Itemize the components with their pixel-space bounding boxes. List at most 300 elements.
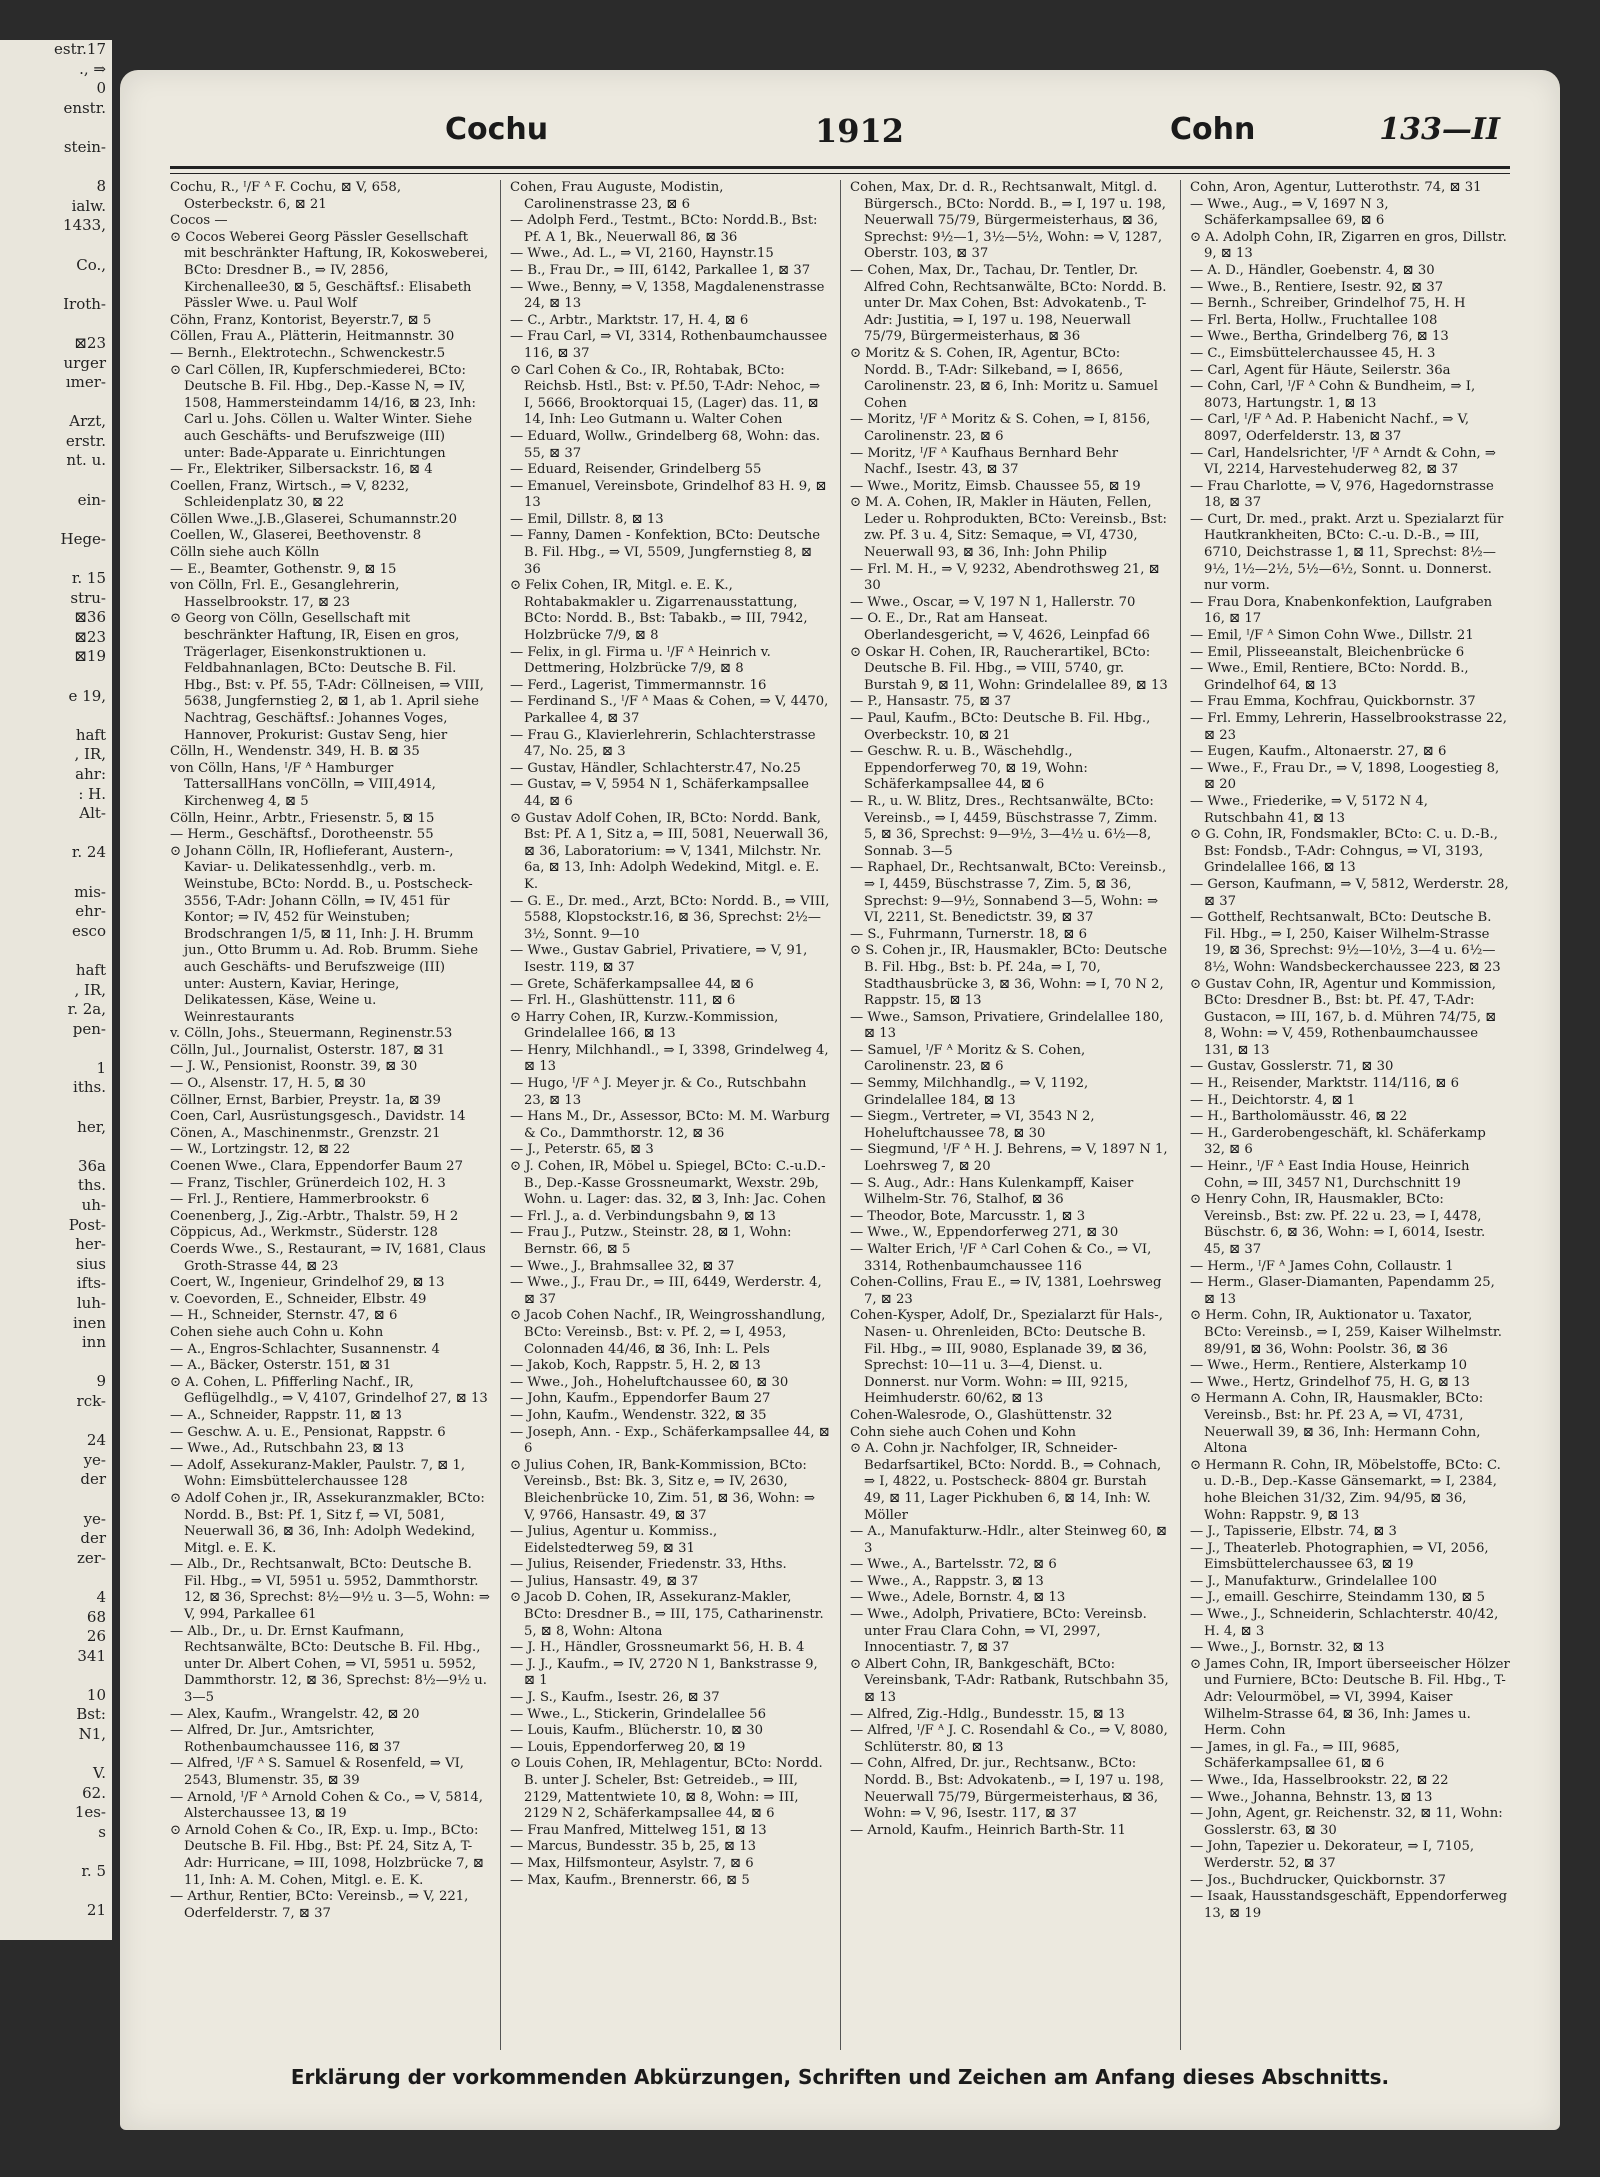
strip-line bbox=[0, 941, 112, 961]
directory-entry: — Wwe., Oscar, ⇒ V, 197 N 1, Hallerstr. 70 bbox=[850, 594, 1136, 610]
directory-entry: — John, Kaufm., Eppendorfer Baum 27 bbox=[510, 1391, 771, 1407]
directory-entry: Coert, W., Ingenieur, Grindelhof 29, ⊠ 13 bbox=[170, 1275, 445, 1291]
directory-entry: ⊙ James Cohn, IR, Import überseeischer Hölzer und Furniere, BCto: Deutsche B. Fil. Hbg., T-Adr: Velourmöbel, ⇒ VI, 3994, Kaiser Wilhelm-Strasse 64, ⊠ 36, Inh: James u. Herm. Cohn bbox=[1190, 1656, 1510, 1739]
directory-entry: — Moritz, ᴵ/F ᴬ Moritz & S. Cohen, ⇒ I, 8156, Carolinenstr. 23, ⊠ 6 bbox=[850, 412, 1151, 444]
strip-line: r. 5 bbox=[81, 1862, 106, 1881]
directory-entry: Coellen, W., Glaserei, Beethovenstr. 8 bbox=[170, 528, 422, 544]
directory-entry: — John, Agent, gr. Reichenstr. 32, ⊠ 11, Wohn: Gosslerstr. 63, ⊠ 30 bbox=[1190, 1806, 1503, 1838]
directory-entry: — J., Tapisserie, Elbstr. 74, ⊠ 3 bbox=[1190, 1524, 1397, 1540]
directory-entry: Cohn siehe auch Cohen und Kohn bbox=[850, 1424, 1076, 1440]
strip-line: 1433, bbox=[63, 216, 106, 235]
column-divider bbox=[500, 180, 501, 2050]
directory-entry: — W., Lortzingstr. 12, ⊠ 22 bbox=[170, 1142, 351, 1158]
directory-entry: ⊙ Hermann R. Cohn, IR, Möbelstoffe, BCto: C. u. D.-B., Dep.-Kasse Gänsemarkt, ⇒ I, 2384, hohe Bleichen 31/32, Zim. 94/95, ⊠ 36, Wohn: Rappstr. 9, ⊠ 13 bbox=[1190, 1457, 1501, 1523]
directory-entry: — Adolf, Assekuranz-Makler, Paulstr. 7, ⊠ 1, Wohn: Eimsbüttelerchaussee 128 bbox=[170, 1457, 466, 1490]
column-2 bbox=[510, 180, 830, 2050]
directory-entry: — Emil, Plisseeanstalt, Bleichenbrücke 6 bbox=[1190, 644, 1465, 660]
directory-entry: Coellen, Franz, Wirtsch., ⇒ V, 8232, Schleidenplatz 30, ⊠ 22 bbox=[170, 478, 410, 511]
directory-entry: — J. J., Kaufm., ⇒ IV, 2720 N 1, Bankstrasse 9, ⊠ 1 bbox=[510, 1656, 818, 1689]
directory-entry: — Wwe., Friederike, ⇒ V, 5172 N 4, Rutschbahn 41, ⊠ 13 bbox=[1190, 793, 1428, 826]
directory-entry: ⊙ Jacob D. Cohen, IR, Assekuranz-Makler, BCto: Dresdner B., ⇒ III, 175, Catharinenstr. 5, ⊠ 8, Wohn: Altona bbox=[510, 1590, 824, 1639]
directory-entry: ⊙ S. Cohen jr., IR, Hausmakler, BCto: Deutsche B. Fil. Hbg., Bst: b. Pf. 24a, ⇒ I, 70, Stadthausbrücke 3, ⊠ 36, Wohn: ⇒ I, 70 N 2, Rappstr. 15, ⊠ 13 bbox=[850, 943, 1168, 1009]
directory-entry: — Arthur, Rentier, BCto: Vereinsb., ⇒ V, 221, Oderfelderstr. 7, ⊠ 37 bbox=[170, 1889, 469, 1921]
strip-line: ialw. bbox=[71, 196, 106, 215]
strip-line: haft bbox=[75, 725, 106, 744]
directory-entry: — S. Aug., Adr.: Hans Kulenkampff, Kaiser Wilhelm-Str. 76, Stalhof, ⊠ 36 bbox=[850, 1175, 1134, 1208]
strip-line: ⊠23 bbox=[74, 333, 106, 352]
directory-entry: Cohen siehe auch Cohn u. Kohn bbox=[170, 1324, 384, 1340]
directory-entry: — Geschw. A. u. E., Pensionat, Rappstr. 6 bbox=[170, 1424, 446, 1440]
directory-entry: ⊙ Jacob Cohen Nachf., IR, Weingrosshandlung, BCto: Vereinsb., Bst: v. Pf. 2, ⇒ I, 4953, Colonnaden 44/46, ⊠ 36, Inh: L. Pels bbox=[510, 1308, 826, 1357]
directory-entry: — Wwe., Benny, ⇒ V, 1358, Magdalenenstrasse 24, ⊠ 13 bbox=[510, 279, 825, 312]
directory-entry: Cöhn, Franz, Kontorist, Beyerstr.7, ⊠ 5 bbox=[170, 312, 432, 328]
strip-line bbox=[0, 393, 112, 413]
directory-entry: ⊙ A. Adolph Cohn, IR, Zigarren en gros, Dillstr. 9, ⊠ 13 bbox=[1190, 229, 1507, 262]
strip-line bbox=[0, 863, 112, 883]
strip-line: 24 bbox=[86, 1431, 106, 1450]
strip-line: der bbox=[80, 1529, 106, 1548]
directory-entry: — Louis, Kaufm., Blücherstr. 10, ⊠ 30 bbox=[510, 1723, 763, 1739]
directory-entry: — Frl. J., Rentiere, Hammerbrookstr. 6 bbox=[170, 1192, 430, 1208]
directory-entry: — Hans M., Dr., Assessor, BCto: M. M. Warburg & Co., Dammthorstr. 12, ⊠ 36 bbox=[510, 1109, 830, 1141]
directory-entry: — John, Kaufm., Wendenstr. 322, ⊠ 35 bbox=[510, 1407, 767, 1423]
directory-entry: ⊙ Herm. Cohn, IR, Auktionator u. Taxator, BCto: Vereinsb., ⇒ I, 259, Kaiser Wilhelmstr. 89/91, ⊠ 36, Wohn: Poolstr. 36, ⊠ 36 bbox=[1190, 1308, 1502, 1357]
strip-line: Hege- bbox=[60, 529, 106, 548]
directory-entry: — Felix, in gl. Firma u. ᴵ/F ᴬ Heinrich v. Dettmering, Holzbrücke 7/9, ⊠ 8 bbox=[510, 644, 771, 677]
strip-line bbox=[0, 667, 112, 687]
directory-entry: — Hugo, ᴵ/F ᴬ J. Meyer jr. & Co., Rutschbahn 23, ⊠ 13 bbox=[510, 1076, 807, 1108]
strip-line: haft bbox=[75, 960, 106, 979]
strip-line bbox=[0, 1882, 112, 1902]
strip-line: ., ⇒ bbox=[79, 59, 106, 78]
directory-entry: — Wwe., J., Bornstr. 32, ⊠ 13 bbox=[1190, 1640, 1385, 1656]
strip-line: urger bbox=[63, 353, 106, 372]
entry-columns bbox=[170, 180, 1510, 2050]
directory-entry: — Alfred, Dr. Jur., Amtsrichter, Rothenbaumchaussee 116, ⊠ 37 bbox=[170, 1723, 401, 1755]
directory-entry: — Eduard, Wollw., Grindelberg 68, Wohn: das. 55, ⊠ 37 bbox=[510, 428, 821, 461]
strip-line: sius bbox=[76, 1254, 106, 1273]
strip-line: luh- bbox=[76, 1294, 106, 1312]
directory-entry: — A., Engros-Schlachter, Susannenstr. 4 bbox=[170, 1341, 440, 1357]
directory-entry: — Wwe., Johanna, Behnstr. 13, ⊠ 13 bbox=[1190, 1789, 1433, 1805]
directory-entry: — Frau Emma, Kochfrau, Quickbornstr. 37 bbox=[1190, 694, 1476, 710]
directory-entry: — Eduard, Reisender, Grindelberg 55 bbox=[510, 462, 762, 478]
directory-entry: Cohen-Kysper, Adolf, Dr., Spezialarzt für Hals-, Nasen- u. Ohrenleiden, BCto: Deutsche B. Fil. Hbg., ⇒ III, 9080, Esplanade 39, ⊠ 36, Sprechst: 10—11 u. 3—4, Dienst. u. Donnerst. nur Vorm. Wohn: ⇒ III, 9215, Heimhuderstr. 60/62, ⊠ 13 bbox=[850, 1308, 1163, 1407]
directory-entry: — Fanny, Damen - Konfektion, BCto: Deutsche B. Fil. Hbg., ⇒ VI, 5509, Jungfernstieg 8, ⊠ 36 bbox=[510, 528, 821, 577]
header-rule-thin bbox=[170, 173, 1510, 174]
directory-entry: von Cölln, Hans, ᴵ/F ᴬ Hamburger TattersallHans vonCölln, ⇒ VIII,4914, Kirchenweg 4, ⊠ 5 bbox=[170, 760, 436, 809]
directory-entry: — Semmy, Milchhandlg., ⇒ V, 1192, Grindelallee 184, ⊠ 13 bbox=[850, 1076, 1089, 1108]
strip-line: der bbox=[80, 1470, 106, 1489]
page-header bbox=[170, 100, 1510, 160]
strip-line: V. bbox=[93, 1764, 106, 1783]
strip-line: enstr. bbox=[63, 98, 106, 117]
directory-entry: — Geschw. R. u. B., Wäschehdlg., Eppendorferweg 70, ⊠ 19, Wohn: Schäferkampsallee 44, ⊠ 6 bbox=[850, 744, 1088, 793]
directory-entry: — Alex, Kaufm., Wrangelstr. 42, ⊠ 20 bbox=[170, 1706, 420, 1722]
directory-entry: — Isaak, Hausstandsgeschäft, Eppendorferweg 13, ⊠ 19 bbox=[1190, 1889, 1508, 1921]
directory-entry: — Franz, Tischler, Grünerdeich 102, H. 3 bbox=[170, 1175, 446, 1191]
directory-entry: — Ferdinand S., ᴵ/F ᴬ Maas & Cohen, ⇒ V, 4470, Parkallee 4, ⊠ 37 bbox=[510, 694, 829, 726]
directory-entry: — Frau Manfred, Mittelweg 151, ⊠ 13 bbox=[510, 1822, 767, 1838]
directory-entry: — Wwe., W., Eppendorferweg 271, ⊠ 30 bbox=[850, 1225, 1119, 1241]
strip-line: 0 bbox=[96, 79, 106, 98]
directory-entry: — Samuel, ᴵ/F ᴬ Moritz & S. Cohen, Carolinenstr. 23, ⊠ 6 bbox=[850, 1042, 1086, 1075]
directory-entry: — Frau G., Klavierlehrerin, Schlachterstrasse 47, No. 25, ⊠ 3 bbox=[510, 727, 816, 760]
directory-entry: — Theodor, Bote, Marcusstr. 1, ⊠ 3 bbox=[850, 1208, 1086, 1224]
directory-entry: — Alfred, Zig.-Hdlg., Bundesstr. 15, ⊠ 13 bbox=[850, 1706, 1125, 1722]
strip-line: Arzt, bbox=[69, 412, 106, 431]
directory-entry: — Siegm., Vertreter, ⇒ VI, 3543 N 2, Hoheluftchaussee 78, ⊠ 30 bbox=[850, 1109, 1095, 1141]
strip-line: erstr. bbox=[65, 431, 106, 450]
directory-entry: — Frl. Emmy, Lehrerin, Hasselbrookstrasse 22, ⊠ 23 bbox=[1190, 711, 1507, 743]
abbreviation-note: Erklärung der vorkommenden Abkürzungen, Schriften und Zeichen am Anfang dieses Abschnitts. bbox=[290, 2065, 1390, 2089]
directory-entry: — Gerson, Kaufmann, ⇒ V, 5812, Werderstr. 28, ⊠ 37 bbox=[1190, 876, 1509, 909]
strip-line: ımer- bbox=[65, 373, 106, 392]
directory-entry: — Joseph, Ann. - Exp., Schäferkampsallee 44, ⊠ 6 bbox=[510, 1424, 830, 1457]
strip-line: uh- bbox=[81, 1196, 106, 1215]
strip-line: stein- bbox=[63, 137, 106, 156]
strip-line bbox=[0, 275, 112, 295]
strip-line: e 19, bbox=[68, 686, 106, 705]
strip-line: nt. u. bbox=[66, 451, 106, 470]
strip-line: Co., bbox=[76, 255, 106, 274]
directory-entry: — Frau Dora, Knabenkonfektion, Laufgraben 16, ⊠ 17 bbox=[1190, 594, 1493, 627]
column-divider bbox=[840, 180, 841, 2050]
strip-line: 1es- bbox=[74, 1803, 106, 1822]
strip-line: her, bbox=[77, 1117, 106, 1136]
directory-entry: von Cölln, Frl. E., Gesanglehrerin, Hasselbrookstr. 17, ⊠ 23 bbox=[170, 578, 400, 610]
directory-entry: — Wwe., J., Brahmsallee 32, ⊠ 37 bbox=[510, 1258, 735, 1274]
directory-entry: ⊙ Cocos Weberei Georg Pässler Gesellschaft mit beschränkter Haftung, IR, Kokosweberei, BCto: Dresdner B., ⇒ IV, 2856, Kirchenallee30, ⊠ 5, Geschäftsf.: Elisabeth Pässler Wwe. u. Paul Wolf bbox=[170, 229, 489, 312]
directory-entry: — Cohn, Alfred, Dr. jur., Rechtsanw., BCto: Nordd. B., Bst: Advokatenb., ⇒ I, 197 u. 198, Neuerwall 75/79, Bürgermeisterhaus, ⊠ 36, Wohn: ⇒ V, 96, Isestr. 117, ⊠ 37 bbox=[850, 1756, 1164, 1822]
directory-entry: — Gotthelf, Rechtsanwalt, BCto: Deutsche B. Fil. Hbg., ⇒ I, 250, Kaiser Wilhelm-Strasse 19, ⊠ 36, Sprechst: 9½—10½, 3—4 u. 6½—8½, Wohn: Wandsbeckerchaussee 223, ⊠ 23 bbox=[1190, 910, 1501, 975]
strip-line: ths. bbox=[77, 1176, 106, 1195]
strip-line bbox=[0, 158, 112, 178]
strip-line bbox=[0, 1412, 112, 1432]
strip-line: s bbox=[98, 1823, 106, 1842]
directory-entry: ⊙ Henry Cohn, IR, Hausmakler, BCto: Vereinsb., Bst: zw. Pf. 22 u. 23, ⇒ I, 4478, Büschstr. 6, ⊠ 36, Wohn: ⇒ I, 6014, Isestr. 45, ⊠ 37 bbox=[1190, 1192, 1486, 1257]
strip-line: r. 2a, bbox=[67, 1000, 106, 1019]
directory-entry: Cohen-Collins, Frau E., ⇒ IV, 1381, Loehrsweg 7, ⊠ 23 bbox=[850, 1275, 1162, 1307]
strip-line: Alt- bbox=[79, 804, 106, 823]
strip-line: mis- bbox=[74, 882, 106, 901]
directory-entry: — Wwe., J., Frau Dr., ⇒ III, 6449, Werderstr. 4, ⊠ 37 bbox=[510, 1275, 822, 1307]
directory-entry: ⊙ M. A. Cohen, IR, Makler in Häuten, Fellen, Leder u. Rohprodukten, BCto: Vereinsb., Bst: zw. Pf. 3 u. 4, Sitz: Semaque, ⇒ VI, 4730, Neuerwall 93, ⊠ 36, Inh: John Philip bbox=[850, 495, 1167, 561]
strip-line: stru- bbox=[70, 588, 106, 607]
directory-entry: — Frl. H., Glashüttenstr. 111, ⊠ 6 bbox=[510, 993, 736, 1009]
directory-entry: — Wwe., Ad. L., ⇒ VI, 2160, Haynstr.15 bbox=[510, 246, 774, 262]
directory-entry: — Julius, Hansastr. 49, ⊠ 37 bbox=[510, 1573, 699, 1589]
header-rule bbox=[170, 166, 1510, 169]
strip-line: Iroth- bbox=[63, 294, 106, 313]
directory-entry: — Julius, Reisender, Friedenstr. 33, Hths. bbox=[510, 1557, 787, 1573]
directory-entry: — S., Fuhrmann, Turnerstr. 18, ⊠ 6 bbox=[850, 926, 1087, 942]
directory-entry: — E., Beamter, Gothenstr. 9, ⊠ 15 bbox=[170, 561, 397, 577]
strip-line bbox=[0, 1745, 112, 1765]
strip-line: ⊠36 bbox=[74, 608, 106, 627]
directory-entry: — Max, Hilfsmonteur, Asylstr. 7, ⊠ 6 bbox=[510, 1855, 754, 1871]
strip-line: 9 bbox=[96, 1372, 106, 1391]
column-divider bbox=[1180, 180, 1181, 2050]
directory-entry: Cölln, H., Wendenstr. 349, H. B. ⊠ 35 bbox=[170, 744, 420, 760]
directory-entry: — Fr., Elektriker, Silbersackstr. 16, ⊠ 4 bbox=[170, 462, 433, 478]
directory-entry: — Emil, Dillstr. 8, ⊠ 13 bbox=[510, 511, 664, 527]
directory-entry: — Frau Carl, ⇒ VI, 3314, Rothenbaumchaussee 116, ⊠ 37 bbox=[510, 329, 828, 361]
directory-entry: — Herm., Geschäftsf., Dorotheenstr. 55 bbox=[170, 827, 434, 843]
strip-line: 4 bbox=[96, 1587, 106, 1606]
strip-line: ifts- bbox=[76, 1274, 106, 1293]
directory-entry: — Frl. J., a. d. Verbindungsbahn 9, ⊠ 13 bbox=[510, 1208, 776, 1224]
strip-line: Bst: bbox=[76, 1705, 106, 1724]
directory-entry: ⊙ Arnold Cohen & Co., IR, Exp. u. Imp., BCto: Deutsche B. Fil. Hbg., Bst: Pf. 24, Sitz A, T-Adr: Hurricane, ⇒ III, 1098, Holzbrücke 7, ⊠ 11, Inh: A. M. Cohen, Mitgl. e. E. K. bbox=[170, 1822, 484, 1888]
column-3 bbox=[850, 180, 1170, 2050]
directory-entry: — Alfred, ᴵ/F ᴬ J. C. Rosendahl & Co., ⇒ V, 8080, Schlüterstr. 80, ⊠ 13 bbox=[850, 1723, 1168, 1755]
strip-line bbox=[0, 1137, 112, 1157]
directory-entry: — Wwe., J., Schneiderin, Schlachterstr. 40/42, H. 4, ⊠ 3 bbox=[1190, 1607, 1499, 1639]
directory-entry: — Bernh., Elektrotechn., Schwenckestr.5 bbox=[170, 345, 446, 361]
directory-entry: Cölln, Heinr., Arbtr., Friesenstr. 5, ⊠ 15 bbox=[170, 810, 435, 826]
strip-line bbox=[0, 471, 112, 491]
strip-line: rck- bbox=[76, 1391, 106, 1410]
strip-line: 8 bbox=[96, 177, 106, 196]
strip-line bbox=[0, 118, 112, 138]
directory-entry: — Frau Charlotte, ⇒ V, 976, Hagedornstrasse 18, ⊠ 37 bbox=[1190, 478, 1494, 511]
directory-entry: — Ferd., Lagerist, Timmermannstr. 16 bbox=[510, 677, 767, 693]
strip-line: 26 bbox=[86, 1627, 106, 1646]
directory-entry: ⊙ Hermann A. Cohn, IR, Hausmakler, BCto: Vereinsb., Bst: hr. Pf. 23 A, ⇒ VI, 4731, Neuerwall 39, ⊠ 36, Inh: Hermann Cohn, Altona bbox=[1190, 1391, 1484, 1457]
page-number: 133—II bbox=[1379, 112, 1500, 147]
directory-entry: — Wwe., L., Stickerin, Grindelallee 56 bbox=[510, 1706, 766, 1722]
directory-entry: — Cohn, Carl, ᴵ/F ᴬ Cohn & Bundheim, ⇒ I, 8073, Hartungstr. 1, ⊠ 13 bbox=[1190, 379, 1476, 411]
directory-entry: Cohen, Max, Dr. d. R., Rechtsanwalt, Mitgl. d. Bürgersch., BCto: Nordd. B., ⇒ I, 197 u. 198, Neuerwall 75/79, Bürgermeisterhaus, ⊠ 36, Sprechst: 9½—1, 3½—5½, Wohn: ⇒ V, 1287, Oberstr. 103, ⊠ 37 bbox=[850, 180, 1166, 262]
directory-entry: — H., Deichtorstr. 4, ⊠ 1 bbox=[1190, 1092, 1356, 1108]
previous-page-edge bbox=[0, 40, 112, 1940]
directory-entry: — Wwe., F., Frau Dr., ⇒ V, 1898, Loogestieg 8, ⊠ 20 bbox=[1190, 760, 1500, 793]
directory-entry: — Moritz, ᴵ/F ᴬ Kaufhaus Bernhard Behr Nachf., Isestr. 43, ⊠ 37 bbox=[850, 445, 1118, 478]
directory-entry: — Walter Erich, ᴵ/F ᴬ Carl Cohen & Co., ⇒ VI, 3314, Rothenbaumchaussee 116 bbox=[850, 1242, 1152, 1274]
directory-entry: — J. W., Pensionist, Roonstr. 39, ⊠ 30 bbox=[170, 1059, 418, 1075]
strip-line: ein- bbox=[77, 490, 106, 509]
directory-entry: ⊙ Johann Cölln, IR, Hoflieferant, Austern-, Kaviar- u. Delikatessenhdlg., verb. m. Weinstube, BCto: Nordd. B., u. Postscheck- 3556, T-Adr: Johann Cölln, ⇒ IV, 451 für Kontor; ⇒ IV, 452 für Weinstuben; Brodschrangen 1/5, ⊠ 11, Inh: J. H. Brumm jun., Otto Brumm u. Ad. Rob. Brumm. Siehe auch Geschäfts- und Berufszweige (III) unter: Austern, Kaviar, Heringe, Delikatessen, Käse, Weine u. Weinrestaurants bbox=[170, 843, 479, 1025]
directory-entry: — Herm., ᴵ/F ᴬ James Cohn, Collaustr. 1 bbox=[1190, 1258, 1454, 1274]
strip-line: 68 bbox=[86, 1607, 106, 1626]
strip-line: ye- bbox=[83, 1450, 106, 1469]
strip-line bbox=[0, 236, 112, 256]
strip-line: 62. bbox=[82, 1783, 106, 1802]
strip-line bbox=[0, 1843, 112, 1863]
directory-entry: ⊙ Julius Cohen, IR, Bank-Kommission, BCto: Vereinsb., Bst: Bk. 3, Sitz e, ⇒ IV, 2630, Bleichenbrücke 10, Zim. 51, ⊠ 36, Wohn: ⇒ V, 9766, Hansastr. 49, ⊠ 37 bbox=[510, 1457, 815, 1523]
directory-entry: — J., Theaterleb. Photographien, ⇒ VI, 2056, Eimsbüttelerchaussee 63, ⊠ 19 bbox=[1190, 1540, 1489, 1573]
directory-entry: Cöllner, Ernst, Barbier, Preystr. 1a, ⊠ 39 bbox=[170, 1092, 441, 1108]
directory-entry: ⊙ Oskar H. Cohen, IR, Raucherartikel, BCto: Deutsche B. Fil. Hbg., ⇒ VIII, 5740, gr. Burstah 9, ⊠ 11, Wohn: Grindelallee 89, ⊠ 13 bbox=[850, 644, 1168, 693]
strip-line: 36a bbox=[77, 1156, 106, 1175]
directory-entry: ⊙ A. Cohn jr. Nachfolger, IR, Schneider-Bedarfsartikel, BCto: Nordd. B., ⇒ Cohnach, ⇒ I, 4822, u. Postscheck- 8804 gr. Burstah 49, ⊠ 11, Lager Pickhuben 6, ⊠ 14, Inh: W. Möller bbox=[850, 1441, 1162, 1523]
strip-line bbox=[0, 510, 112, 530]
directory-entry: — Wwe., Hertz, Grindelhof 75, H. G, ⊠ 13 bbox=[1190, 1374, 1470, 1390]
directory-entry: — Wwe., Gustav Gabriel, Privatiere, ⇒ V, 91, Isestr. 119, ⊠ 37 bbox=[510, 943, 808, 975]
directory-entry: — H., Bartholomäusstr. 46, ⊠ 22 bbox=[1190, 1109, 1408, 1125]
strip-line: , IR, bbox=[74, 980, 106, 999]
strip-line: iths. bbox=[73, 1078, 106, 1097]
header-year: 1912 bbox=[815, 112, 905, 150]
strip-line: 341 bbox=[77, 1646, 106, 1665]
strip-line bbox=[0, 549, 112, 569]
directory-entry: — A., Bäcker, Osterstr. 151, ⊠ 31 bbox=[170, 1358, 392, 1374]
directory-entry: — Wwe., Aug., ⇒ V, 1697 N 3, Schäferkampsallee 69, ⊠ 6 bbox=[1190, 196, 1389, 229]
strip-line: ⊠19 bbox=[74, 647, 106, 666]
directory-entry: Cochu, R., ᴵ/F ᴬ F. Cochu, ⊠ V, 658, Osterbeckstr. 6, ⊠ 21 bbox=[170, 180, 402, 212]
directory-entry: ⊙ Louis Cohen, IR, Mehlagentur, BCto: Nordd. B. unter J. Scheler, Bst: Getreideb., ⇒ III, 2129, Mattentwiete 10, ⊠ 8, Wohn: ⇒ III, 2129 N 2, Schäferkampsallee 44, ⊠ 6 bbox=[510, 1756, 823, 1822]
directory-entry: — Gustav, ⇒ V, 5954 N 1, Schäferkampsallee 44, ⊠ 6 bbox=[510, 777, 809, 809]
strip-line bbox=[0, 1568, 112, 1588]
strip-line bbox=[0, 1666, 112, 1686]
column-4 bbox=[1190, 180, 1510, 2050]
directory-entry: — Arnold, ᴵ/F ᴬ Arnold Cohen & Co., ⇒ V, 5814, Alsterchaussee 13, ⊠ 19 bbox=[170, 1789, 483, 1822]
directory-entry: v. Cölln, Johs., Steuermann, Reginenstr.53 bbox=[170, 1026, 453, 1042]
directory-entry: Cönen, A., Maschinenmstr., Grenzstr. 21 bbox=[170, 1125, 441, 1141]
directory-entry: Cöppicus, Ad., Werkmstr., Süderstr. 128 bbox=[170, 1225, 438, 1241]
directory-entry: — Frl. Berta, Hollw., Fruchtallee 108 bbox=[1190, 312, 1438, 328]
directory-entry: — Jakob, Koch, Rappstr. 5, H. 2, ⊠ 13 bbox=[510, 1358, 761, 1374]
directory-entry: — G. E., Dr. med., Arzt, BCto: Nordd. B., ⇒ VIII, 5588, Klopstockstr.16, ⊠ 36, Sprechst: 2½—3½, Sonnt. 9—10 bbox=[510, 893, 830, 942]
directory-entry: Coen, Carl, Ausrüstungsgesch., Davidstr. 14 bbox=[170, 1109, 466, 1125]
directory-entry: — Wwe., Moritz, Eimsb. Chaussee 55, ⊠ 19 bbox=[850, 478, 1141, 494]
strip-line: ahr: bbox=[75, 764, 106, 783]
directory-entry: — Wwe., Herm., Rentiere, Alsterkamp 10 bbox=[1190, 1358, 1468, 1374]
strip-line: r. 24 bbox=[71, 843, 106, 862]
directory-entry: — Frau J., Putzw., Steinstr. 28, ⊠ 1, Wohn: Bernstr. 66, ⊠ 5 bbox=[510, 1225, 792, 1257]
directory-entry: ⊙ Gustav Cohn, IR, Agentur und Kommission, BCto: Dresdner B., Bst: bt. Pf. 47, T-Adr: Gustacon, ⇒ III, 167, b. d. Mühren 74/75, ⊠ 8, Wohn: ⇒ V, 459, Rothenbaumchaussee 131, ⊠ 13 bbox=[1190, 976, 1497, 1058]
strip-line: inen bbox=[73, 1313, 106, 1332]
directory-entry: — John, Tapezier u. Dekorateur, ⇒ I, 7105, Werderstr. 52, ⊠ 37 bbox=[1190, 1839, 1475, 1871]
strip-line: ehr- bbox=[75, 902, 106, 921]
directory-entry: — C., Arbtr., Marktstr. 17, H. 4, ⊠ 6 bbox=[510, 312, 749, 328]
directory-entry: — O., Alsenstr. 17, H. 5, ⊠ 30 bbox=[170, 1076, 366, 1092]
directory-entry: — Henry, Milchhandl., ⇒ I, 3398, Grindelweg 4, ⊠ 13 bbox=[510, 1042, 829, 1075]
directory-entry: ⊙ Moritz & S. Cohen, IR, Agentur, BCto: Nordd. B., T-Adr: Silkeband, ⇒ I, 8656, Carolinenstr. 23, ⊠ 6, Inh: Moritz u. Samuel Cohen bbox=[850, 345, 1158, 411]
strip-line: 21 bbox=[86, 1901, 106, 1920]
directory-entry: — Wwe., Joh., Hoheluftchaussee 60, ⊠ 30 bbox=[510, 1374, 789, 1390]
directory-entry: — A. D., Händler, Goebenstr. 4, ⊠ 30 bbox=[1190, 262, 1435, 278]
directory-entry: Cöllen, Frau A., Plätterin, Heitmannstr. 30 bbox=[170, 329, 455, 345]
directory-entry: Cöllen Wwe.,J.B.,Glaserei, Schumannstr.20 bbox=[170, 511, 458, 527]
directory-entry: — Herm., Glaser-Diamanten, Papendamm 25, ⊠ 13 bbox=[1190, 1275, 1495, 1307]
directory-entry: — Wwe., A., Rappstr. 3, ⊠ 13 bbox=[850, 1573, 1044, 1589]
directory-entry: — Bernh., Schreiber, Grindelhof 75, H. H bbox=[1190, 296, 1466, 312]
directory-entry: Cohen, Frau Auguste, Modistin, Carolinenstrasse 23, ⊠ 6 bbox=[510, 180, 724, 212]
directory-entry: — Wwe., Emil, Rentiere, BCto: Nordd. B., Grindelhof 64, ⊠ 13 bbox=[1190, 661, 1469, 693]
directory-entry: — Alb., Dr., u. Dr. Ernst Kaufmann, Rechtsanwälte, BCto: Deutsche B. Fil. Hbg., unter Dr. Albert Cohen, ⇒ VI, 5951 u. 5952, Dammthorstr. 12, ⊠ 36, Sprechst: 8½—9½ u. 3—5 bbox=[170, 1623, 487, 1706]
directory-entry: — O. E., Dr., Rat am Hanseat. Oberlandesgericht, ⇒ V, 4626, Leinpfad 66 bbox=[850, 611, 1150, 644]
directory-entry: — Curt, Dr. med., prakt. Arzt u. Spezialarzt für Hautkrankheiten, BCto: C.-u. D.-B., ⇒ III, 6710, Deichstrasse 1, ⊠ 11, Sprechst: 8½—9½, 1½—2½, 5½—6½, Sonnt. u. Donnerst. nur vorm. bbox=[1190, 511, 1504, 594]
directory-entry: — Carl, Handelsrichter, ᴵ/F ᴬ Arndt & Cohn, ⇒ VI, 2214, Harvestehuderweg 82, ⊠ 37 bbox=[1190, 445, 1496, 478]
directory-entry: — J. H., Händler, Grossneumarkt 56, H. B. 4 bbox=[510, 1640, 805, 1656]
directory-entry: — Wwe., Adele, Bornstr. 4, ⊠ 13 bbox=[850, 1590, 1066, 1606]
directory-entry: — H., Garderobengeschäft, kl. Schäferkamp 32, ⊠ 6 bbox=[1190, 1125, 1486, 1158]
directory-entry: — Wwe., A., Bartelsstr. 72, ⊠ 6 bbox=[850, 1557, 1057, 1573]
directory-entry: — Emanuel, Vereinsbote, Grindelhof 83 H. 9, ⊠ 13 bbox=[510, 478, 827, 511]
directory-entry: Coerds Wwe., S., Restaurant, ⇒ IV, 1681, Claus Groth-Strasse 44, ⊠ 23 bbox=[170, 1242, 486, 1274]
directory-entry: — J. S., Kaufm., Isestr. 26, ⊠ 37 bbox=[510, 1690, 720, 1706]
strip-line bbox=[0, 1490, 112, 1510]
directory-entry: — Louis, Eppendorferweg 20, ⊠ 19 bbox=[510, 1739, 746, 1755]
directory-entry: v. Coevorden, E., Schneider, Elbstr. 49 bbox=[170, 1291, 427, 1307]
directory-entry: — Gustav, Händler, Schlachterstr.47, No.25 bbox=[510, 760, 801, 776]
strip-line: N1, bbox=[78, 1725, 106, 1744]
directory-entry: ⊙ Adolf Cohen jr., IR, Assekuranzmakler, BCto: Nordd. B., Bst: Pf. 1, Sitz f, ⇒ VI, 5081, Neuerwall 36, ⊠ 36, Inh: Adolph Wedekind, Mitgl. e. E. K. bbox=[170, 1490, 485, 1556]
directory-entry: Cocos — bbox=[170, 213, 228, 229]
directory-entry: ⊙ Carl Cöllen, IR, Kupferschmiederei, BCto: Deutsche B. Fil. Hbg., Dep.-Kasse N, ⇒ IV, 1508, Hammersteindamm 14/16, ⊠ 23, Inh: Carl u. Johs. Cöllen u. Walter Winter. Siehe auch Geschäfts- und Berufszweige (III) unter: Bade-Apparate u. Einrichtungen bbox=[170, 362, 476, 461]
strip-line bbox=[0, 706, 112, 726]
directory-entry: — Alb., Dr., Rechtsanwalt, BCto: Deutsche B. Fil. Hbg., ⇒ VI, 5951 u. 5952, Dammthorstr. 12, ⊠ 36, Sprechst: 8½—9½ u. 3—5, Wohn: ⇒ V, 994, Parkallee 61 bbox=[170, 1557, 490, 1623]
directory-entry: — R., u. W. Blitz, Dres., Rechtsanwälte, BCto: Vereinsb., ⇒ I, 4459, Büschstrasse 7, Zimm. 5, ⊠ 36, Sprechst: 9—9½, 3—4½ u. 6½—8, Sonnab. 3—5 bbox=[850, 793, 1158, 859]
strip-line bbox=[0, 824, 112, 844]
directory-entry: — J., emaill. Geschirre, Steindamm 130, ⊠ 5 bbox=[1190, 1590, 1485, 1606]
directory-entry: — Emil, ᴵ/F ᴬ Simon Cohn Wwe., Dillstr. 21 bbox=[1190, 628, 1474, 644]
directory-entry: — Wwe., Bertha, Grindelberg 76, ⊠ 13 bbox=[1190, 329, 1449, 345]
strip-line: ye- bbox=[83, 1509, 106, 1528]
strip-line: her- bbox=[75, 1235, 106, 1254]
directory-entry: ⊙ J. Cohen, IR, Möbel u. Spiegel, BCto: C.-u.D.-B., Dep.-Kasse Grossneumarkt, Wexstr. 29b, Wohn. u. Lager: das. 32, ⊠ 3, Inh: Jac. Cohen bbox=[510, 1159, 826, 1208]
directory-entry: — Marcus, Bundesstr. 35 b, 25, ⊠ 13 bbox=[510, 1839, 757, 1855]
directory-entry: — H., Schneider, Sternstr. 47, ⊠ 6 bbox=[170, 1308, 398, 1324]
directory-entry: — A., Schneider, Rappstr. 11, ⊠ 13 bbox=[170, 1407, 402, 1423]
directory-entry: ⊙ Albert Cohn, IR, Bankgeschäft, BCto: Vereinsbank, T-Adr: Ratbank, Rutschbahn 35, ⊠ 13 bbox=[850, 1656, 1169, 1706]
directory-entry: ⊙ Georg von Cölln, Gesellschaft mit beschränkter Haftung, IR, Eisen en gros, Trägerlager, Eisenkonstruktionen u. Feldbahnanlagen, BCto: Deutsche B. Fil. Hbg., Bst: v. Pf. 55, T-Adr: Cöllneisen, ⇒ VIII, 5638, Jungfernstieg 2, ⊠ 1, ab 1. April siehe Nachtrag, Geschäftsf.: Johannes Voges, Hannover, Prokurist: Gustav Seng, hier bbox=[170, 611, 484, 743]
directory-entry: — Julius, Agentur u. Kommiss., Eidelstedterweg 59, ⊠ 31 bbox=[510, 1524, 718, 1556]
strip-line: estr.17 bbox=[54, 40, 106, 58]
strip-line bbox=[0, 1098, 112, 1118]
strip-line: pen- bbox=[72, 1019, 106, 1038]
directory-entry: — Wwe., Adolph, Privatiere, BCto: Vereinsb. unter Frau Clara Cohn, ⇒ VI, 2997, Innocentiastr. 7, ⊠ 37 bbox=[850, 1607, 1147, 1656]
directory-entry: — Alfred, ᴵ/F ᴬ S. Samuel & Rosenfeld, ⇒ VI, 2543, Blumenstr. 35, ⊠ 39 bbox=[170, 1756, 465, 1788]
strip-line: ⊠23 bbox=[74, 627, 106, 646]
directory-entry: Coenenberg, J., Zig.-Arbtr., Thalstr. 59, H 2 bbox=[170, 1208, 459, 1224]
strip-line bbox=[0, 314, 112, 334]
header-left-keyword: Cochu bbox=[445, 112, 549, 147]
directory-entry: ⊙ Harry Cohen, IR, Kurzw.-Kommission, Grindelallee 166, ⊠ 13 bbox=[510, 1009, 779, 1042]
directory-entry: ⊙ Gustav Adolf Cohen, IR, BCto: Nordd. Bank, Bst: Pf. A 1, Sitz a, ⇒ III, 5081, Neuerwall 36, ⊠ 36, Laboratorium: ⇒ V, 1341, Milchstr. Nr. 6a, ⊠ 13, Inh: Adolph Wedekind, Mitgl. e. E. K. bbox=[510, 810, 829, 892]
column-1 bbox=[170, 180, 490, 2050]
directory-entry: — Wwe., Ad., Rutschbahn 23, ⊠ 13 bbox=[170, 1441, 405, 1457]
directory-entry: ⊙ Carl Cohen & Co., IR, Rohtabak, BCto: Reichsb. Hstl., Bst: v. Pf.50, T-Adr: Nehoc, ⇒ I, 5666, Brooktorquai 15, (Lager) das. 11, ⊠ 14, Inh: Leo Gutmann u. Walter Cohen bbox=[510, 362, 821, 428]
directory-entry: — J., Manufakturw., Grindelallee 100 bbox=[1190, 1573, 1437, 1589]
directory-entry: Cohen-Walesrode, O., Glashüttenstr. 32 bbox=[850, 1407, 1113, 1423]
directory-entry: — Wwe., B., Rentiere, Isestr. 92, ⊠ 37 bbox=[1190, 279, 1444, 295]
directory-entry: — Wwe., Samson, Privatiere, Grindelallee 180, ⊠ 13 bbox=[850, 1009, 1164, 1042]
directory-entry: — Paul, Kaufm., BCto: Deutsche B. Fil. Hbg., Overbeckstr. 10, ⊠ 21 bbox=[850, 711, 1151, 743]
directory-entry: — Siegmund, ᴵ/F ᴬ H. J. Behrens, ⇒ V, 1897 N 1, Loehrsweg 7, ⊠ 20 bbox=[850, 1142, 1168, 1175]
directory-entry: — Gustav, Gosslerstr. 71, ⊠ 30 bbox=[1190, 1059, 1394, 1075]
strip-line bbox=[0, 1039, 112, 1059]
directory-entry: — Carl, Agent für Häute, Seilerstr. 36a bbox=[1190, 362, 1451, 378]
strip-line: Post- bbox=[68, 1215, 106, 1234]
directory-entry: — J., Peterstr. 65, ⊠ 3 bbox=[510, 1142, 654, 1158]
directory-entry: Cölln, Jul., Journalist, Osterstr. 187, ⊠ 31 bbox=[170, 1042, 446, 1058]
directory-entry: — Max, Kaufm., Brennerstr. 66, ⊠ 5 bbox=[510, 1872, 750, 1888]
directory-page bbox=[120, 70, 1560, 2130]
directory-entry: — H., Reisender, Marktstr. 114/116, ⊠ 6 bbox=[1190, 1076, 1460, 1092]
strip-line: esco bbox=[71, 921, 106, 940]
directory-entry: — Frl. M. H., ⇒ V, 9232, Abendrothsweg 21, ⊠ 30 bbox=[850, 561, 1160, 594]
strip-line: inn bbox=[81, 1333, 106, 1352]
directory-entry: — Adolph Ferd., Testmt., BCto: Nordd.B., Bst: Pf. A 1, Bk., Neuerwall 86, ⊠ 36 bbox=[510, 213, 818, 245]
directory-entry: — C., Eimsbüttelerchaussee 45, H. 3 bbox=[1190, 345, 1436, 361]
header-right-keyword: Cohn bbox=[1170, 112, 1256, 147]
directory-entry: ⊙ G. Cohn, IR, Fondsmakler, BCto: C. u. D.-B., Bst: Fondsb., T-Adr: Cohngus, ⇒ VI, 3193, Grindelallee 166, ⊠ 13 bbox=[1190, 827, 1498, 876]
strip-line: , IR, bbox=[74, 745, 106, 764]
directory-entry: — B., Frau Dr., ⇒ III, 6142, Parkallee 1, ⊠ 37 bbox=[510, 262, 811, 278]
